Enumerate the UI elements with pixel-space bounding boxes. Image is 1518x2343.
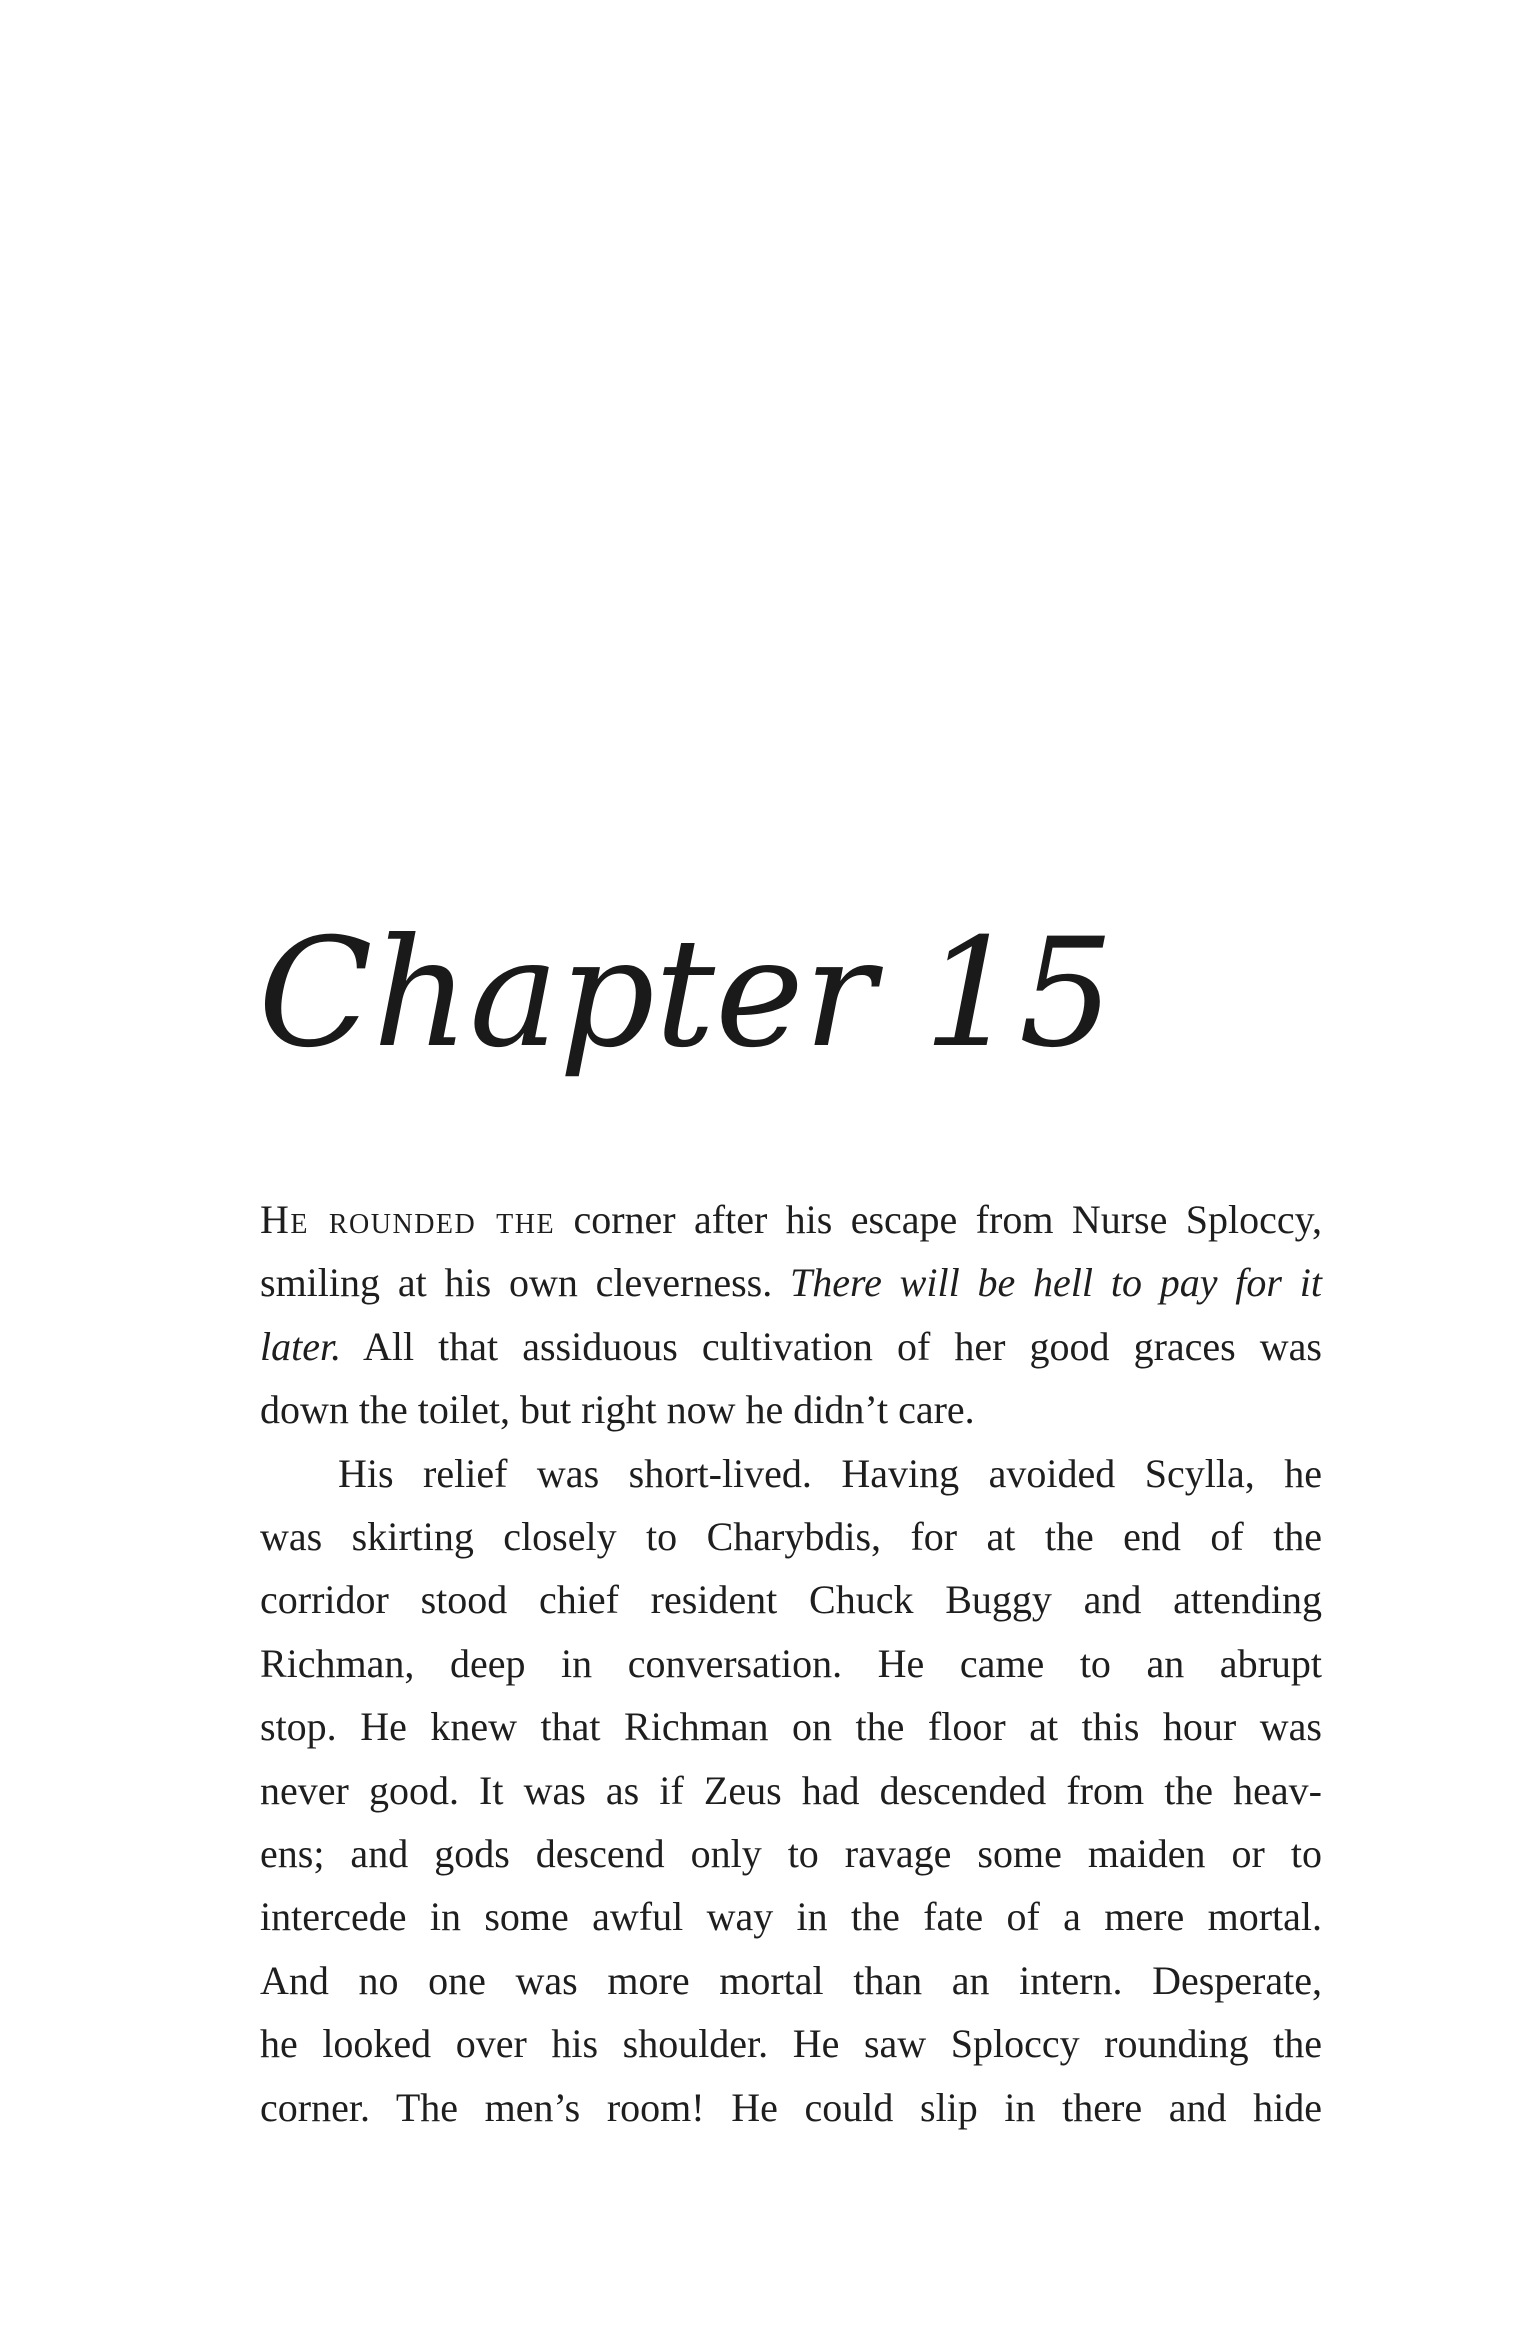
lead-in-smallcaps: He rounded the xyxy=(260,1197,556,1242)
text-line: Richman, deep in conversation. He came to an abrupt xyxy=(260,1640,1322,1686)
text-line: down the toilet, but right now he didn’t care. xyxy=(260,1387,975,1433)
text-line: ens; and gods descend only to ravage some maiden or to xyxy=(260,1831,1322,1877)
chapter-heading-script xyxy=(258,895,1115,1155)
text-line: His relief was short-lived. Having avoided Scylla, he xyxy=(338,1450,1322,1496)
text-line: corner. The men’s room! He could slip in there and hide xyxy=(260,2084,1322,2130)
text-line: intercede in some awful way in the fate of a mere mortal. xyxy=(260,1894,1322,1940)
paragraph-1 xyxy=(260,1188,1322,1442)
text-line: He rounded the corner after his escape from Nurse Sploccy, xyxy=(260,1197,1322,1242)
text-line: was skirting closely to Charybdis, for at the end of the xyxy=(260,1514,1322,1560)
paragraph-2 xyxy=(260,1442,1322,2139)
text-line: And no one was more mortal than an intern. Desperate, xyxy=(260,1957,1322,2003)
text-line: corridor stood chief resident Chuck Buggy and attending xyxy=(260,1577,1322,1623)
body-text xyxy=(260,1188,1322,2139)
text-line: smiling at his own cleverness. There will be hell to pay for it xyxy=(260,1260,1322,1306)
chapter-heading xyxy=(258,895,1115,1155)
text-line: never good. It was as if Zeus had descended from the heav- xyxy=(260,1767,1322,1813)
chapter-title: Chapter 15 xyxy=(258,907,1115,1081)
text-line: he looked over his shoulder. He saw Sploccy rounding the xyxy=(260,2021,1322,2067)
italic-thought-end: later. xyxy=(260,1323,342,1369)
text-line: stop. He knew that Richman on the floor at this hour was xyxy=(260,1704,1322,1750)
text-line: later. All that assiduous cultivation of her good graces was xyxy=(260,1323,1322,1369)
italic-thought: There will be hell to pay for it xyxy=(790,1260,1322,1306)
